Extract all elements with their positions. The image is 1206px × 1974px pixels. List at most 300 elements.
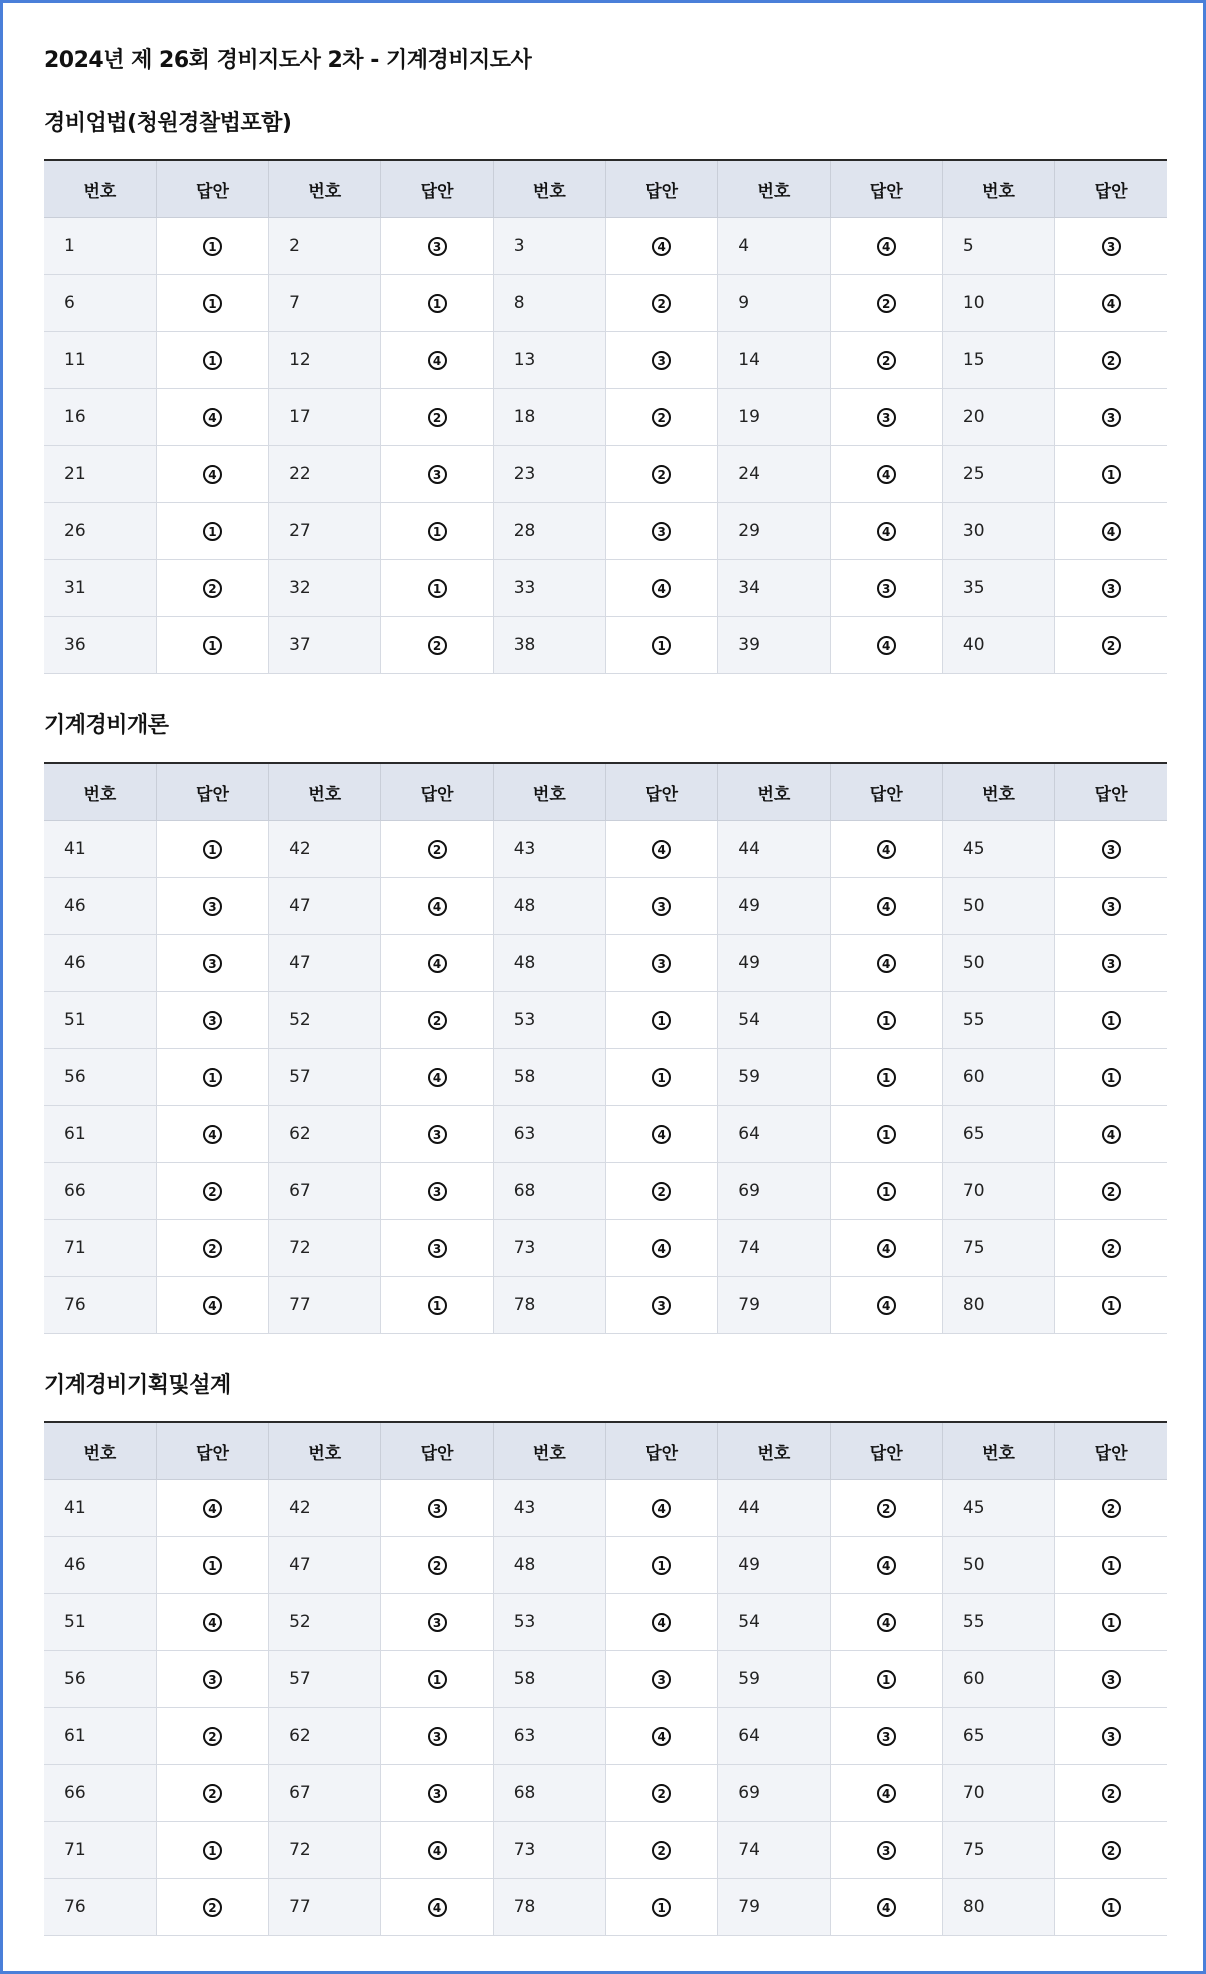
answer-cell [605,1277,717,1334]
answer-cell [830,1163,942,1220]
answer-cell [1055,1765,1167,1822]
question-number: 44 [718,1480,830,1537]
answer-circle: 4 [1102,522,1121,541]
question-number: 15 [942,332,1054,389]
answer-circle: 4 [428,1898,447,1917]
answer-circle: 3 [1102,840,1121,859]
answer-circle: 1 [652,1011,671,1030]
answer-cell [381,275,493,332]
answer-cell [830,1594,942,1651]
answer-cell [156,617,268,674]
header-answer: 답안 [830,763,942,821]
answer-circle: 3 [203,1011,222,1030]
question-number: 29 [718,503,830,560]
answer-circle: 3 [1102,579,1121,598]
answer-cell [605,1163,717,1220]
question-number: 49 [718,935,830,992]
table-row [44,446,1167,503]
answer-circle: 4 [1102,294,1121,313]
table-row [44,617,1167,674]
answer-cell [605,332,717,389]
answer-circle: 3 [1102,237,1121,256]
header-number: 번호 [269,1422,381,1480]
question-number: 49 [718,1537,830,1594]
answer-cell [605,446,717,503]
question-number: 38 [493,617,605,674]
question-number: 68 [493,1163,605,1220]
answer-circle: 1 [652,636,671,655]
answer-cell [605,389,717,446]
answer-cell [1055,560,1167,617]
answer-cell [605,935,717,992]
answer-cell [156,1651,268,1708]
answer-circle: 4 [203,1296,222,1315]
answer-cell [156,1106,268,1163]
answer-circle: 3 [652,897,671,916]
question-number: 32 [269,560,381,617]
answer-circle: 4 [652,1499,671,1518]
answer-cell [830,389,942,446]
answer-circle: 3 [1102,1727,1121,1746]
question-number: 58 [493,1049,605,1106]
answer-cell [156,1049,268,1106]
answer-circle: 1 [1102,1556,1121,1575]
answer-circle: 1 [877,1182,896,1201]
answer-cell [1055,1651,1167,1708]
table-row [44,935,1167,992]
answer-circle: 2 [203,1898,222,1917]
answer-cell [156,446,268,503]
answer-circle: 4 [428,954,447,973]
answer-cell [156,389,268,446]
question-number: 10 [942,275,1054,332]
answer-circle: 4 [428,351,447,370]
answer-circle: 2 [428,1556,447,1575]
answer-circle: 1 [428,522,447,541]
answer-cell [381,1220,493,1277]
answer-circle: 4 [877,465,896,484]
answer-cell [156,218,268,275]
answer-cell [830,560,942,617]
answer-circle: 1 [652,1068,671,1087]
question-number: 34 [718,560,830,617]
question-number: 4 [718,218,830,275]
answer-circle: 1 [1102,1898,1121,1917]
answer-cell [605,821,717,878]
answer-circle: 1 [877,1011,896,1030]
answer-circle: 1 [203,237,222,256]
question-number: 78 [493,1277,605,1334]
table-row [44,560,1167,617]
answer-circle: 1 [428,1296,447,1315]
header-answer: 답안 [605,1422,717,1480]
answer-cell [381,1480,493,1537]
question-number: 75 [942,1220,1054,1277]
question-number: 68 [493,1765,605,1822]
question-number: 51 [44,992,156,1049]
answer-table-mechanical-security-intro [44,762,1167,1334]
question-number: 72 [269,1220,381,1277]
answer-cell [1055,332,1167,389]
answer-cell [830,1765,942,1822]
answer-cell [381,560,493,617]
question-number: 62 [269,1708,381,1765]
table-row [44,1708,1167,1765]
answer-table-security-law [44,159,1167,674]
question-number: 42 [269,1480,381,1537]
answer-cell [830,617,942,674]
answer-circle: 1 [203,351,222,370]
question-number: 67 [269,1765,381,1822]
question-number: 39 [718,617,830,674]
answer-circle: 4 [652,1727,671,1746]
header-number: 번호 [493,1422,605,1480]
answer-circle: 2 [203,1239,222,1258]
answer-cell [1055,821,1167,878]
answer-circle: 1 [428,1670,447,1689]
answer-circle: 2 [652,294,671,313]
question-number: 16 [44,389,156,446]
question-number: 28 [493,503,605,560]
answer-circle: 4 [203,1125,222,1144]
question-number: 74 [718,1822,830,1879]
question-number: 21 [44,446,156,503]
answer-circle: 3 [428,465,447,484]
question-number: 55 [942,1594,1054,1651]
answer-cell [156,275,268,332]
answer-cell [830,446,942,503]
answer-table-mechanical-security-design [44,1421,1167,1936]
answer-circle: 3 [203,1670,222,1689]
question-number: 76 [44,1277,156,1334]
answer-cell [381,617,493,674]
question-number: 36 [44,617,156,674]
answer-circle: 3 [428,1613,447,1632]
question-number: 27 [269,503,381,560]
question-number: 42 [269,821,381,878]
answer-cell [605,1220,717,1277]
answer-circle: 3 [1102,1670,1121,1689]
answer-circle: 3 [652,351,671,370]
answer-circle: 1 [203,636,222,655]
answer-cell [830,1277,942,1334]
answer-circle: 3 [428,1125,447,1144]
answer-cell [605,1765,717,1822]
answer-circle: 1 [1102,1011,1121,1030]
answer-circle: 4 [203,1613,222,1632]
answer-circle: 4 [652,1613,671,1632]
answer-cell [1055,1708,1167,1765]
answer-circle: 2 [428,636,447,655]
answer-cell [605,1708,717,1765]
answer-circle: 1 [652,1898,671,1917]
answer-circle: 4 [877,1556,896,1575]
answer-cell [605,503,717,560]
answer-circle: 1 [877,1068,896,1087]
answer-circle: 3 [652,1296,671,1315]
question-number: 47 [269,935,381,992]
answer-cell [156,503,268,560]
question-number: 66 [44,1163,156,1220]
answer-cell [830,1822,942,1879]
question-number: 19 [718,389,830,446]
table-row [44,1106,1167,1163]
header-number: 번호 [493,160,605,218]
answer-cell [1055,389,1167,446]
table-row [44,821,1167,878]
answer-circle: 1 [877,1670,896,1689]
answer-cell [605,1594,717,1651]
question-number: 57 [269,1049,381,1106]
answer-circle: 1 [203,294,222,313]
question-number: 79 [718,1879,830,1936]
answer-cell [605,1049,717,1106]
answer-circle: 3 [652,954,671,973]
question-number: 48 [493,1537,605,1594]
header-answer: 답안 [156,160,268,218]
table-row [44,1480,1167,1537]
question-number: 23 [493,446,605,503]
answer-cell [156,1480,268,1537]
question-number: 47 [269,878,381,935]
question-number: 61 [44,1708,156,1765]
answer-circle: 4 [877,840,896,859]
answer-circle: 4 [877,636,896,655]
question-number: 73 [493,1822,605,1879]
answer-cell [156,1879,268,1936]
answer-circle: 4 [877,897,896,916]
answer-cell [1055,1220,1167,1277]
answer-cell [1055,617,1167,674]
question-number: 71 [44,1220,156,1277]
answer-circle: 4 [428,897,447,916]
answer-cell [156,1163,268,1220]
question-number: 78 [493,1879,605,1936]
header-answer: 답안 [1055,763,1167,821]
question-number: 58 [493,1651,605,1708]
answer-cell [830,275,942,332]
question-number: 5 [942,218,1054,275]
question-number: 13 [493,332,605,389]
question-number: 67 [269,1163,381,1220]
header-answer: 답안 [605,763,717,821]
question-number: 18 [493,389,605,446]
header-number: 번호 [44,1422,156,1480]
answer-circle: 2 [1102,351,1121,370]
answer-cell [830,1220,942,1277]
answer-cell [1055,1163,1167,1220]
answer-circle: 2 [1102,636,1121,655]
question-number: 66 [44,1765,156,1822]
answer-cell [830,332,942,389]
question-number: 40 [942,617,1054,674]
question-number: 37 [269,617,381,674]
question-number: 69 [718,1163,830,1220]
section-title-security-law: 경비업법(청원경찰법포함) [44,111,292,136]
answer-cell [1055,1480,1167,1537]
header-answer: 답안 [1055,1422,1167,1480]
table-row [44,1277,1167,1334]
question-number: 65 [942,1708,1054,1765]
question-number: 59 [718,1651,830,1708]
question-number: 80 [942,1879,1054,1936]
answer-cell [1055,1277,1167,1334]
answer-circle: 4 [652,237,671,256]
answer-circle: 2 [877,294,896,313]
table-row [44,1879,1167,1936]
answer-cell [830,1651,942,1708]
question-number: 1 [44,218,156,275]
header-number: 번호 [718,160,830,218]
answer-cell [381,503,493,560]
question-number: 61 [44,1106,156,1163]
answer-circle: 2 [1102,1239,1121,1258]
answer-circle: 4 [877,1296,896,1315]
question-number: 6 [44,275,156,332]
answer-cell [381,1708,493,1765]
answer-cell [381,1049,493,1106]
answer-cell [156,821,268,878]
header-answer: 답안 [1055,160,1167,218]
question-number: 50 [942,1537,1054,1594]
answer-cell [1055,1594,1167,1651]
answer-circle: 3 [428,1727,447,1746]
question-number: 50 [942,878,1054,935]
answer-cell [381,1537,493,1594]
table-row [44,503,1167,560]
answer-cell [156,332,268,389]
question-number: 52 [269,1594,381,1651]
answer-cell [605,1537,717,1594]
page-title: 2024년 제 26회 경비지도사 2차 - 기계경비지도사 [44,48,532,73]
question-number: 45 [942,821,1054,878]
answer-cell [156,1277,268,1334]
answer-cell [605,560,717,617]
header-answer: 답안 [381,763,493,821]
question-number: 7 [269,275,381,332]
answer-circle: 2 [428,840,447,859]
answer-circle: 2 [1102,1784,1121,1803]
question-number: 48 [493,878,605,935]
question-number: 46 [44,1537,156,1594]
answer-cell [605,218,717,275]
header-number: 번호 [718,763,830,821]
header-number: 번호 [44,763,156,821]
answer-circle: 2 [1102,1499,1121,1518]
answer-circle: 1 [877,1125,896,1144]
answer-cell [1055,1106,1167,1163]
answer-circle: 2 [428,408,447,427]
question-number: 60 [942,1049,1054,1106]
question-number: 54 [718,1594,830,1651]
answer-circle: 3 [877,408,896,427]
header-number: 번호 [44,160,156,218]
answer-circle: 4 [203,465,222,484]
table-row [44,878,1167,935]
question-number: 46 [44,935,156,992]
header-number: 번호 [718,1422,830,1480]
answer-cell [1055,1822,1167,1879]
question-number: 49 [718,878,830,935]
question-number: 35 [942,560,1054,617]
answer-cell [830,878,942,935]
question-number: 43 [493,821,605,878]
answer-circle: 2 [652,1784,671,1803]
answer-cell [605,1651,717,1708]
answer-cell [830,1480,942,1537]
answer-circle: 3 [877,1841,896,1860]
table-row [44,389,1167,446]
answer-cell [830,1049,942,1106]
table-row [44,218,1167,275]
answer-cell [1055,446,1167,503]
question-number: 64 [718,1708,830,1765]
answer-circle: 3 [428,1182,447,1201]
answer-circle: 2 [203,1784,222,1803]
question-number: 52 [269,992,381,1049]
answer-circle: 2 [652,408,671,427]
answer-circle: 1 [203,1068,222,1087]
question-number: 62 [269,1106,381,1163]
answer-circle: 3 [877,579,896,598]
answer-cell [830,935,942,992]
answer-cell [830,503,942,560]
answer-cell [1055,1537,1167,1594]
question-number: 20 [942,389,1054,446]
answer-circle: 1 [428,579,447,598]
answer-cell [381,1879,493,1936]
header-answer: 답안 [830,1422,942,1480]
answer-circle: 3 [1102,954,1121,973]
answer-cell [156,1822,268,1879]
answer-circle: 4 [203,408,222,427]
answer-circle: 4 [877,1239,896,1258]
table-header-row [44,763,1167,821]
answer-circle: 2 [1102,1841,1121,1860]
answer-cell [156,1765,268,1822]
answer-cell [156,878,268,935]
question-number: 70 [942,1163,1054,1220]
header-answer: 답안 [605,160,717,218]
answer-circle: 2 [652,1841,671,1860]
question-number: 59 [718,1049,830,1106]
answer-circle: 1 [203,1841,222,1860]
answer-circle: 2 [652,465,671,484]
header-number: 번호 [269,763,381,821]
question-number: 41 [44,1480,156,1537]
answer-cell [605,1106,717,1163]
answer-circle: 1 [203,840,222,859]
answer-cell [381,878,493,935]
table-row [44,1651,1167,1708]
question-number: 71 [44,1822,156,1879]
answer-cell [1055,878,1167,935]
answer-circle: 3 [1102,408,1121,427]
question-number: 9 [718,275,830,332]
answer-cell [830,1879,942,1936]
question-number: 53 [493,992,605,1049]
answer-circle: 3 [428,1499,447,1518]
answer-circle: 4 [203,1499,222,1518]
answer-cell [381,1822,493,1879]
answer-cell [830,1537,942,1594]
answer-circle: 4 [428,1068,447,1087]
answer-circle: 2 [203,1182,222,1201]
answer-cell [830,218,942,275]
answer-cell [605,275,717,332]
table-row [44,1049,1167,1106]
answer-circle: 2 [203,579,222,598]
